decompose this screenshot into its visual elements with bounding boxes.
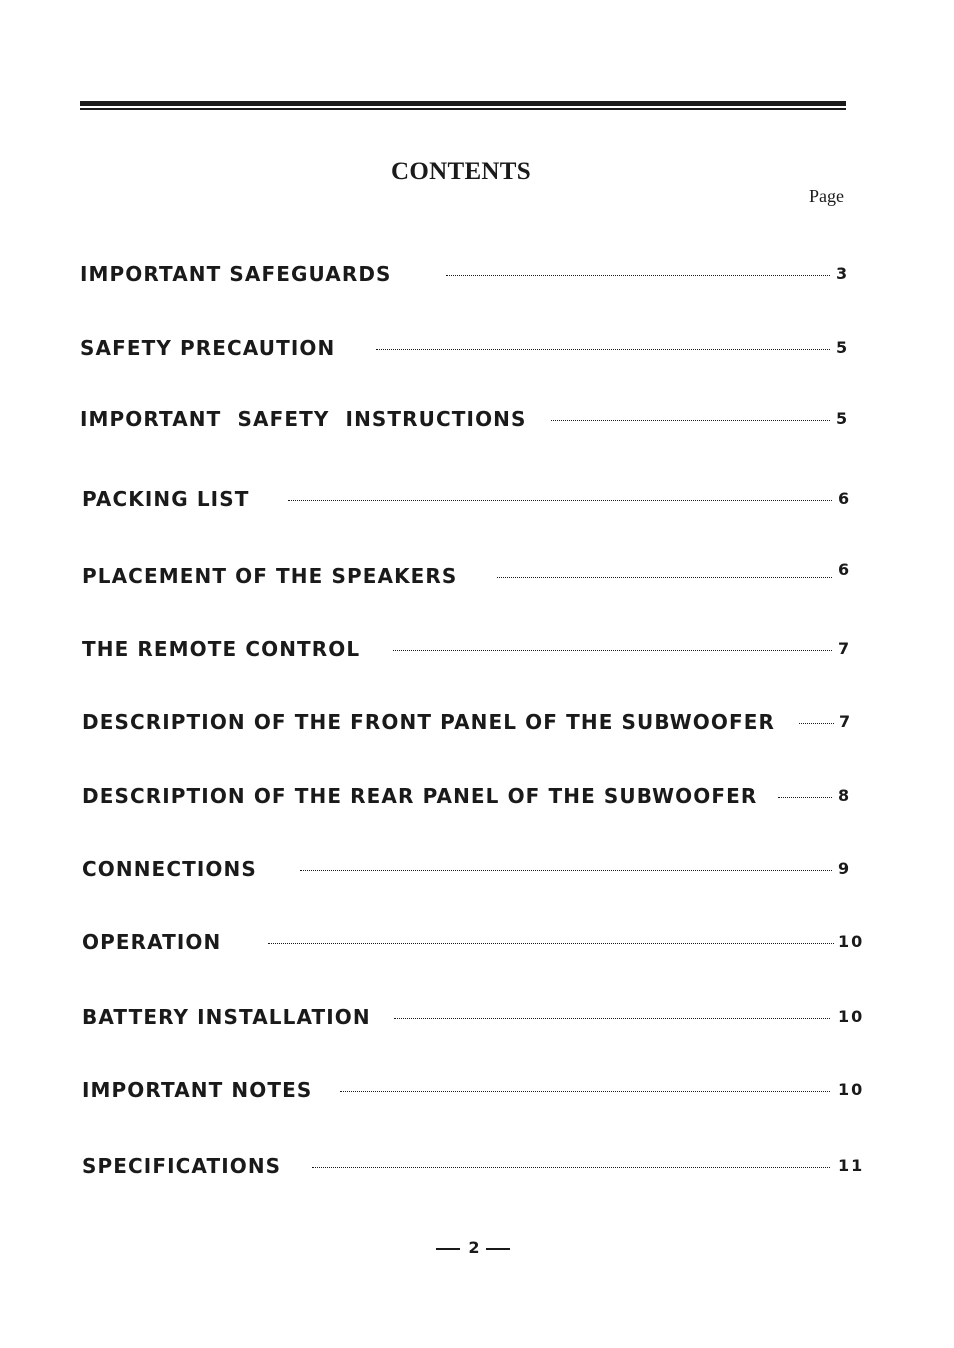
toc-entry-title: PLACEMENT OF THE SPEAKERS [82,564,458,588]
toc-dot-leader [340,1091,830,1092]
toc-dot-leader [268,943,834,944]
toc-dot-leader [300,870,832,871]
footer-dash-right [486,1248,510,1250]
toc-dot-leader [497,577,832,578]
toc-entry-page: 10 [838,932,865,951]
toc-entry-page: 3 [836,264,850,283]
header-rule-thick [80,101,846,106]
toc-entry-important-notes[interactable] [82,1078,865,1108]
toc-entry-description-of-the-rear-panel[interactable] [82,784,862,814]
toc-entry-title: BATTERY INSTALLATION [82,1005,371,1029]
toc-entry-page: 6 [838,560,852,579]
toc-entry-packing-list[interactable] [82,487,862,517]
toc-entry-page: 7 [839,712,853,731]
toc-entry-page: 5 [836,338,850,357]
toc-entry-page: 6 [838,489,852,508]
toc-dot-leader [393,650,832,651]
toc-dot-leader [394,1018,830,1019]
toc-entry-title: THE REMOTE CONTROL [82,637,361,661]
toc-entry-page: 8 [838,786,852,805]
contents-title: CONTENTS [391,158,531,185]
toc-entry-the-remote-control[interactable] [82,637,862,667]
toc-entry-title: IMPORTANT NOTES [82,1078,313,1102]
page-column-label: Page [809,186,844,206]
toc-entry-title: PACKING LIST [82,487,250,511]
toc-entry-title: SPECIFICATIONS [82,1154,282,1178]
toc-entry-title: IMPORTANT SAFEGUARDS [80,262,392,286]
toc-entry-title: IMPORTANT SAFETY INSTRUCTIONS [80,407,527,431]
page-number: 2 [468,1238,480,1257]
toc-entry-page: 10 [838,1080,865,1099]
toc-dot-leader [312,1167,830,1168]
footer-dash-left [436,1248,460,1250]
toc-entry-battery-installation[interactable] [82,1005,865,1035]
toc-entry-important-safety-instructions[interactable] [80,407,860,437]
toc-entry-placement-of-the-speakers[interactable] [82,560,862,594]
toc-entry-page: 5 [836,409,850,428]
toc-entry-page: 11 [838,1156,865,1175]
toc-entry-page: 10 [838,1007,865,1026]
toc-dot-leader [376,349,830,350]
toc-entry-operation[interactable] [82,930,865,960]
toc-dot-leader [288,500,832,501]
toc-dot-leader [778,797,832,798]
page-footer [436,1238,516,1260]
toc-entry-page: 9 [838,859,852,878]
toc-entry-important-safeguards[interactable] [80,262,860,292]
toc-entry-title: DESCRIPTION OF THE REAR PANEL OF THE SUBWOOFER [82,784,758,808]
toc-entry-page: 7 [838,639,852,658]
toc-dot-leader [446,275,830,276]
toc-entry-connections[interactable] [82,857,862,887]
toc-entry-description-of-the-front-panel[interactable] [82,710,862,740]
header-rule-thin [80,108,846,110]
toc-entry-title: DESCRIPTION OF THE FRONT PANEL OF THE SUBWOOFER [82,710,775,734]
toc-dot-leader [551,420,830,421]
toc-entry-title: CONNECTIONS [82,857,257,881]
toc-entry-title: OPERATION [82,930,222,954]
toc-entry-safety-precaution[interactable] [80,336,860,366]
toc-entry-specifications[interactable] [82,1154,865,1184]
toc-dot-leader [799,723,834,724]
toc-entry-title: SAFETY PRECAUTION [80,336,336,360]
